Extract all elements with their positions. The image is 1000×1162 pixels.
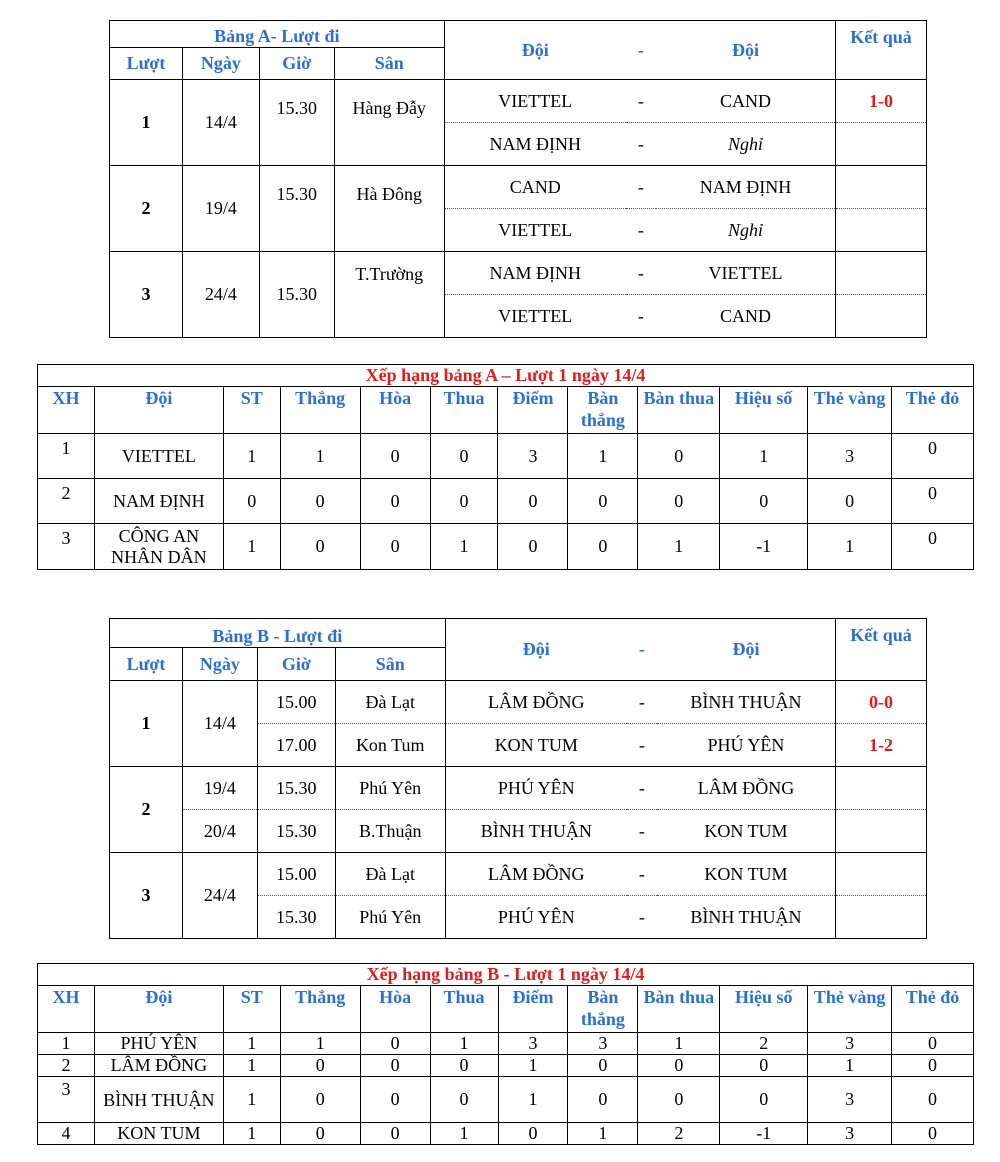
- col-red-cards: Thẻ đỏ: [892, 986, 974, 1033]
- round-number: 2: [110, 166, 183, 252]
- cell: 0: [892, 479, 974, 524]
- table-row: [38, 1123, 974, 1145]
- away-team: CAND: [656, 80, 836, 123]
- cell: 0: [498, 479, 568, 524]
- match-time: 15.00: [257, 853, 335, 896]
- dash: -: [627, 681, 657, 724]
- cell: 3: [808, 1077, 892, 1123]
- table-row: [38, 1033, 974, 1055]
- away-team: BÌNH THUẬN: [657, 681, 836, 724]
- home-team: PHÚ YÊN: [445, 767, 627, 810]
- cell: 1: [638, 1033, 720, 1055]
- cell: 0: [360, 1123, 430, 1145]
- cell: 0: [892, 434, 974, 479]
- cell: 0: [892, 1123, 974, 1145]
- cell: 1: [223, 1055, 280, 1077]
- match-time: 15.30: [259, 166, 334, 252]
- match-date: 24/4: [182, 853, 257, 939]
- match-venue: Kon Tum: [335, 724, 445, 767]
- cell: 0: [892, 1055, 974, 1077]
- match-venue: Phú Yên: [335, 896, 445, 939]
- match-time: 15.30: [257, 767, 335, 810]
- header-date: Ngày: [182, 648, 257, 681]
- cell: 4: [38, 1123, 95, 1145]
- match-date: 14/4: [182, 80, 259, 166]
- cell: 0: [360, 479, 430, 524]
- header-team2: Đội: [657, 619, 836, 681]
- round-number: 2: [110, 767, 183, 853]
- cell: 0: [892, 524, 974, 570]
- away-team: BÌNH THUẬN: [657, 896, 836, 939]
- cell: 0: [808, 479, 892, 524]
- cell: 0: [360, 524, 430, 570]
- match-result: 0-0: [836, 681, 927, 724]
- standings-b-title: Xếp hạng bảng B - Lượt 1 ngày 14/4: [38, 964, 974, 986]
- cell: 3: [38, 524, 95, 570]
- home-team: BÌNH THUẬN: [445, 810, 627, 853]
- cell: 1: [280, 1033, 360, 1055]
- match-time: 15.30: [259, 252, 334, 338]
- match-date: 19/4: [182, 166, 259, 252]
- match-date: 24/4: [182, 252, 259, 338]
- round-number: 3: [110, 853, 183, 939]
- away-team: CAND: [656, 295, 836, 338]
- cell: 1: [638, 524, 720, 570]
- home-team: VIETTEL: [444, 295, 626, 338]
- group-a-schedule: [109, 20, 927, 338]
- match-result: [836, 252, 927, 295]
- match-venue: B.Thuận: [335, 810, 445, 853]
- round-number: 1: [110, 681, 183, 767]
- col-won: Thắng: [280, 986, 360, 1033]
- dash: -: [626, 123, 656, 166]
- cell: 2: [38, 1055, 95, 1077]
- group-b-title: Bảng B - Lượt đi: [110, 619, 446, 648]
- col-goals-for: Bàn thắng: [568, 986, 638, 1033]
- cell: 1: [568, 434, 638, 479]
- cell: LÂM ĐỒNG: [94, 1055, 223, 1077]
- cell: VIETTEL: [94, 434, 223, 479]
- cell: 0: [720, 1055, 808, 1077]
- cell: 1: [223, 1123, 280, 1145]
- table-row: [38, 434, 974, 479]
- cell: 0: [360, 1033, 430, 1055]
- cell: 0: [892, 1033, 974, 1055]
- cell: 1: [38, 434, 95, 479]
- cell: 1: [808, 524, 892, 570]
- col-rank: XH: [38, 387, 95, 434]
- cell: 0: [892, 1077, 974, 1123]
- col-team: Đội: [94, 986, 223, 1033]
- cell: 3: [808, 1033, 892, 1055]
- home-team: CAND: [444, 166, 626, 209]
- table-row: [38, 479, 974, 524]
- cell: 0: [360, 1055, 430, 1077]
- away-team: LÂM ĐỒNG: [657, 767, 836, 810]
- dash: -: [626, 252, 656, 295]
- cell: 0: [430, 1077, 498, 1123]
- match-venue: Hà Đông: [334, 166, 444, 252]
- home-team: NAM ĐỊNH: [444, 252, 626, 295]
- match-result: [836, 853, 927, 896]
- home-team: KON TUM: [445, 724, 627, 767]
- col-red-cards: Thẻ đỏ: [892, 387, 974, 434]
- col-played: ST: [223, 387, 280, 434]
- away-team: PHÚ YÊN: [657, 724, 836, 767]
- cell: KON TUM: [94, 1123, 223, 1145]
- dash: -: [626, 166, 656, 209]
- cell: 3: [38, 1077, 95, 1123]
- col-drawn: Hòa: [360, 387, 430, 434]
- header-dash: -: [626, 21, 656, 80]
- cell: 0: [638, 434, 720, 479]
- match-venue: Đà Lạt: [335, 853, 445, 896]
- away-team: Nghỉ: [656, 123, 836, 166]
- match-venue: Phú Yên: [335, 767, 445, 810]
- cell: 3: [498, 1033, 568, 1055]
- dash: -: [626, 209, 656, 252]
- cell: 3: [808, 1123, 892, 1145]
- cell: 0: [360, 1077, 430, 1123]
- header-time: Giờ: [259, 48, 334, 80]
- cell: 0: [638, 479, 720, 524]
- match-result: [836, 896, 927, 939]
- match-result: [836, 123, 927, 166]
- dash: -: [627, 853, 657, 896]
- col-drawn: Hòa: [360, 986, 430, 1033]
- col-goals-against: Bàn thua: [638, 387, 720, 434]
- cell: 1: [223, 524, 280, 570]
- home-team: LÂM ĐỒNG: [445, 853, 627, 896]
- cell: 0: [638, 1055, 720, 1077]
- cell: 0: [638, 1077, 720, 1123]
- match-venue: Hàng Đẫy: [334, 80, 444, 166]
- match-date: 14/4: [182, 681, 257, 767]
- cell: 0: [568, 1055, 638, 1077]
- cell: 1: [430, 524, 498, 570]
- match-time: 15.30: [257, 896, 335, 939]
- dash: -: [626, 80, 656, 123]
- cell: BÌNH THUẬN: [94, 1077, 223, 1123]
- round-number: 1: [110, 80, 183, 166]
- match-result: [836, 166, 927, 209]
- col-won: Thắng: [280, 387, 360, 434]
- header-team2: Đội: [656, 21, 836, 80]
- cell: 2: [720, 1033, 808, 1055]
- group-a-standings: [37, 364, 974, 570]
- cell: PHÚ YÊN: [94, 1033, 223, 1055]
- header-venue: Sân: [335, 648, 445, 681]
- header-result: Kết quả: [836, 619, 927, 681]
- cell: -1: [720, 524, 808, 570]
- cell: 0: [280, 1123, 360, 1145]
- cell: 0: [223, 479, 280, 524]
- table-row: [38, 1077, 974, 1123]
- match-venue: Đà Lạt: [335, 681, 445, 724]
- away-team: KON TUM: [657, 810, 836, 853]
- col-points: Điểm: [498, 986, 568, 1033]
- cell: 3: [498, 434, 568, 479]
- col-lost: Thua: [430, 986, 498, 1033]
- match-result: [836, 767, 927, 810]
- cell: 3: [568, 1033, 638, 1055]
- home-team: NAM ĐỊNH: [444, 123, 626, 166]
- cell: 1: [568, 1123, 638, 1145]
- match-venue: T.Trường: [334, 252, 444, 338]
- col-goal-diff: Hiệu số: [720, 986, 808, 1033]
- cell: 0: [430, 434, 498, 479]
- cell: 0: [568, 524, 638, 570]
- dash: -: [627, 724, 657, 767]
- cell: 1: [223, 1077, 280, 1123]
- away-team: NAM ĐỊNH: [656, 166, 836, 209]
- cell: 1: [280, 434, 360, 479]
- match-date: 19/4: [182, 767, 257, 810]
- cell: 1: [720, 434, 808, 479]
- cell: 1: [38, 1033, 95, 1055]
- home-team: PHÚ YÊN: [445, 896, 627, 939]
- match-result: [836, 810, 927, 853]
- cell: NAM ĐỊNH: [94, 479, 223, 524]
- cell: CÔNG AN NHÂN DÂN: [94, 524, 223, 570]
- match-result: [836, 209, 927, 252]
- cell: 0: [280, 1055, 360, 1077]
- away-team: Nghỉ: [656, 209, 836, 252]
- cell: 1: [430, 1033, 498, 1055]
- header-dash: -: [627, 619, 657, 681]
- col-team: Đội: [94, 387, 223, 434]
- cell: 0: [720, 1077, 808, 1123]
- header-time: Giờ: [257, 648, 335, 681]
- col-lost: Thua: [430, 387, 498, 434]
- dash: -: [638, 906, 645, 927]
- group-b-standings: [37, 963, 974, 1145]
- header-result: Kết quả: [836, 21, 927, 80]
- cell: 1: [498, 1077, 568, 1123]
- match-time: 15.30: [259, 80, 334, 166]
- col-yellow-cards: Thẻ vàng: [808, 986, 892, 1033]
- cell: 0: [568, 479, 638, 524]
- cell: 1: [808, 1055, 892, 1077]
- cell: 0: [280, 524, 360, 570]
- col-yellow-cards: Thẻ vàng: [808, 387, 892, 434]
- header-round: Lượt: [110, 648, 183, 681]
- col-points: Điểm: [498, 387, 568, 434]
- col-played: ST: [223, 986, 280, 1033]
- cell: 1: [498, 1055, 568, 1077]
- col-goal-diff: Hiệu số: [720, 387, 808, 434]
- cell: 0: [720, 479, 808, 524]
- cell: -1: [720, 1123, 808, 1145]
- table-row: [38, 524, 974, 570]
- header-team1: Đội: [445, 619, 627, 681]
- match-time: 15.30: [257, 810, 335, 853]
- standings-a-title: Xếp hạng bảng A – Lượt 1 ngày 14/4: [38, 365, 974, 387]
- cell: 2: [38, 479, 95, 524]
- cell: 0: [498, 1123, 568, 1145]
- home-team: VIETTEL: [444, 80, 626, 123]
- col-rank: XH: [38, 986, 95, 1033]
- match-time: 15.00: [257, 681, 335, 724]
- cell: 0: [430, 1055, 498, 1077]
- header-venue: Sân: [334, 48, 444, 80]
- cell: 1: [430, 1123, 498, 1145]
- header-team1: Đội: [444, 21, 626, 80]
- away-team: KON TUM: [657, 853, 836, 896]
- dash: -: [627, 767, 657, 810]
- home-team: LÂM ĐỒNG: [445, 681, 627, 724]
- cell: 0: [360, 434, 430, 479]
- col-goals-for: Bàn thắng: [568, 387, 638, 434]
- table-row: [38, 1055, 974, 1077]
- dash: -: [627, 810, 657, 853]
- match-result: [836, 295, 927, 338]
- cell: 2: [638, 1123, 720, 1145]
- cell: 0: [498, 524, 568, 570]
- cell: 3: [808, 434, 892, 479]
- dash: -: [637, 305, 644, 326]
- col-goals-against: Bàn thua: [638, 986, 720, 1033]
- group-b-schedule: [109, 618, 927, 939]
- cell: 0: [430, 479, 498, 524]
- match-time: 17.00: [257, 724, 335, 767]
- header-date: Ngày: [182, 48, 259, 80]
- cell: 1: [223, 1033, 280, 1055]
- cell: 1: [223, 434, 280, 479]
- group-a-title: Bảng A- Lượt đi: [110, 21, 445, 48]
- away-team: VIETTEL: [656, 252, 836, 295]
- header-round: Lượt: [110, 48, 183, 80]
- match-result: 1-2: [836, 724, 927, 767]
- cell: 0: [280, 479, 360, 524]
- match-date: 20/4: [182, 810, 257, 853]
- cell: 0: [280, 1077, 360, 1123]
- cell: 0: [568, 1077, 638, 1123]
- round-number: 3: [110, 252, 183, 338]
- home-team: VIETTEL: [444, 209, 626, 252]
- match-result: 1-0: [836, 80, 927, 123]
